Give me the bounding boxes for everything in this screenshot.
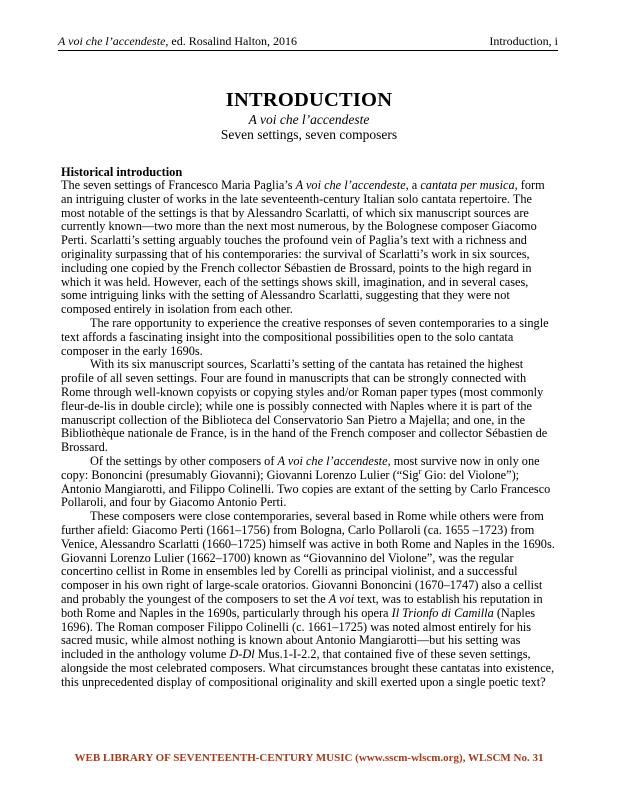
paragraph: The rare opportunity to experience the creative responses of seven contemporaries to a single text affords a fascinating insight into the compositional possibilities open to the solo cantata composer in the early 1690s. (61, 315, 549, 358)
body-paragraphs (61, 179, 557, 689)
page-header (58, 35, 558, 51)
section-heading: Historical introduction (61, 165, 183, 179)
paragraph: These composers were close contemporaries, several based in Rome while others were from further afield: Giacomo Perti (1661–1756) from Bologna, Carlo Pollaroli (ca. 1655 –1723) from Venice, Alessandro Scarlatti (1660–1725) himself was active in both Rome and Naples in the 1690s. Giovanni Lorenzo Lulier (1662–1700) known as “Giovannino del Violone”, was the regular concertino cellist in Rome in ensembles led by Corelli as principal violinist, and a successful composer in his own right of large-scale oratorios. Giovanni Bononcini (1670–1747) also a cellist and probably the youngest of the composers to set the A voi text, was to establish his reputation in both Rome and Naples in the 1690s, particularly through his opera Il Trionfo di Camilla (Naples 1696). The Roman composer Filippo Colinelli (c. 1661–1725) was noted almost entirely for his sacred music, while almost nothing is known about Antonio Mangiarotti—but his setting was included in the anthology volume D-Dl Mus.1-I-2.2, that contained five of these seven settings, alongside the most celebrated composers. What circumstances brought these cantatas into existence, this unprecedented display of compositional originality and skill exerted upon a single poetic text? (61, 509, 555, 689)
page-content (61, 50, 557, 689)
title-block (61, 88, 557, 142)
paragraph: Of the settings by other composers of A voi che l’accendeste, most survive now in only one copy: Bononcini (presumably Giovanni); Giovanni Lorenzo Lulier (“Sig$^r$ Gio: del Violone”); Antonio Mangiarotti, and Filippo Colinelli. Two copies are extant of the setting by Carlo Francesco Pollaroli, and four by Giacomo Antonio Perti. (61, 453, 551, 510)
title-subtitle-composers: Seven settings, seven composers (220, 127, 398, 142)
header-page-number: Introduction, i (489, 34, 558, 48)
page-title: INTRODUCTION (225, 89, 393, 111)
page-footer (0, 752, 618, 765)
title-subtitle-cantata: A voi che l’accendeste (248, 112, 370, 127)
footer-text: WEB LIBRARY OF SEVENTEENTH-CENTURY MUSIC (www.sscm-wlscm.org), WLSCM No. 31 (74, 752, 544, 764)
paragraph: The seven settings of Francesco Maria Paglia’s A voi che l’accendeste, a cantata per musica, form an intriguing cluster of works in the late seventeenth-century Italian solo cantata repertoire. The most notable of the settings is that by Alessandro Scarlatti, of which six manuscript sources are currently known—two more than the next most numerous, by the Bolognese composer Giacomo Perti. Scarlatti’s setting arguably touches the profound vein of Paglia’s text with a richness and originality surpassing that of his contemporaries: the survival of Scarlatti’s work in six sources, including one copied by the French collector Sébastien de Brossard, points to the high regard in which it was held. However, each of the settings shows skill, imagination, and in several cases, some intriguing links with the setting of Alessandro Scarlatti, suggesting that they were not composed entirely in isolation from each other. (61, 178, 545, 317)
header-running-title: A voi che l’accendeste, ed. Rosalind Halton, 2016 (58, 34, 298, 48)
paragraph: With its six manuscript sources, Scarlatti’s setting of the cantata has retained the highest profile of all seven settings. Four are found in manuscripts that can be strongly connected with Rome through well-known copyists or copying styles and/or Roman paper types (most commonly fleur-de-lis in double circle); while one is possibly connected with Naples where it is part of the manuscript collection of the Biblioteca del Conservatorio San Pietro a Majella; and one, in the Bibliothèque nationale de France, is in the hand of the French composer and collector Sébastien de Brossard. (61, 357, 548, 455)
